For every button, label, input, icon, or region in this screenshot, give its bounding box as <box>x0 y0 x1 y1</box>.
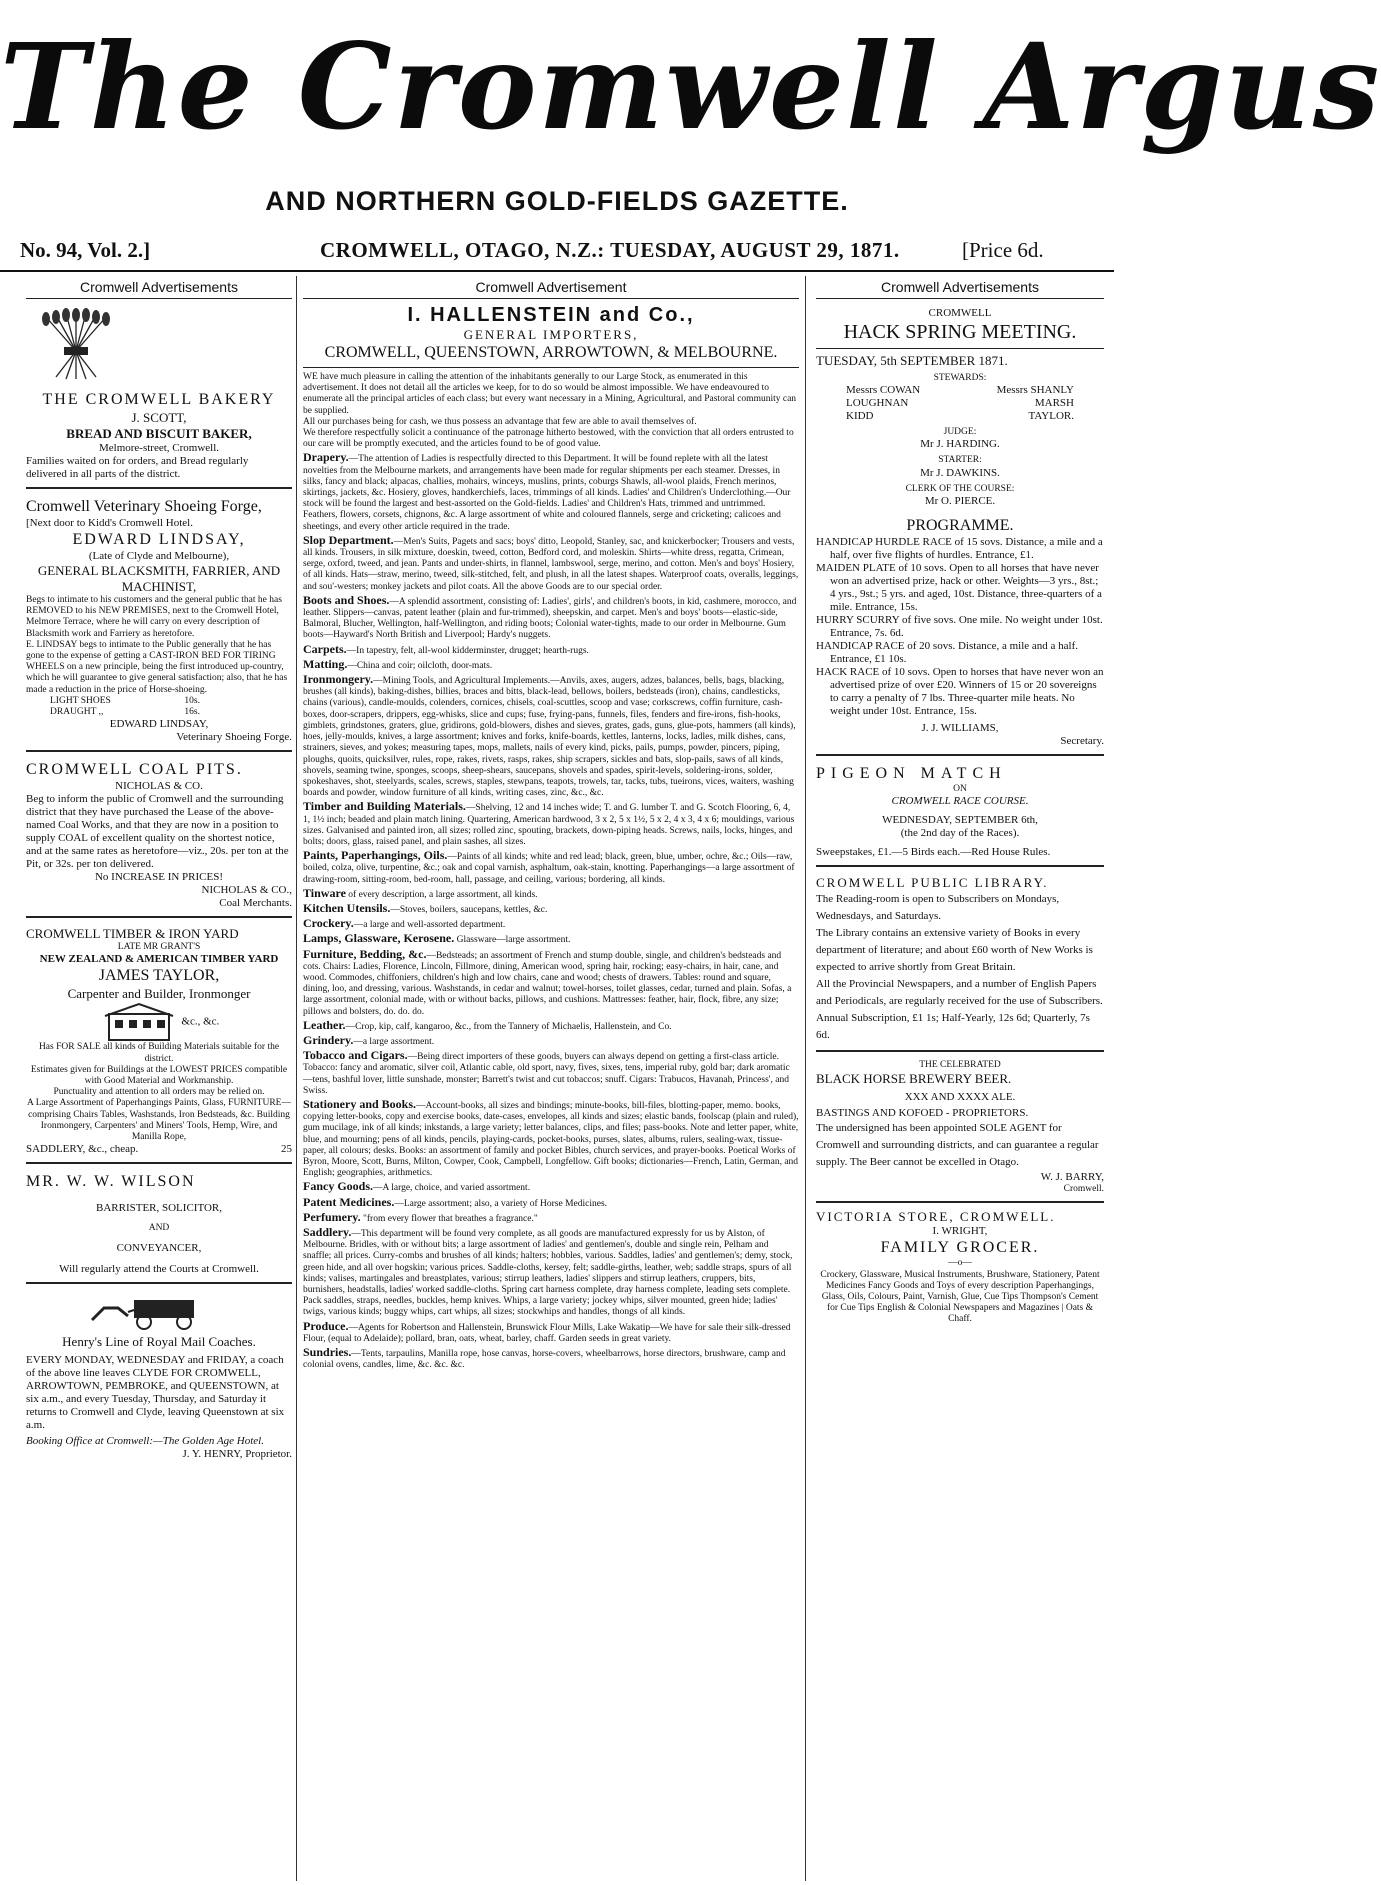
firm-name: I. HALLENSTEIN and Co., <box>407 304 695 326</box>
timber-etc: &c., &c. <box>181 1015 220 1028</box>
beer-title: BLACK HORSE BREWERY BEER. <box>816 1071 1012 1087</box>
pigeon-match-ad <box>816 760 1104 867</box>
race-item: HANDICAP RACE of 20 sovs. Distance, a mile and a half. Entrance, £1 10s. <box>816 639 1079 665</box>
left-column-header: Cromwell Advertisements <box>26 276 292 299</box>
timber-sign-row <box>26 1143 292 1156</box>
price-row: LIGHT SHOES 10s. <box>50 695 200 706</box>
department-name: Sundries. <box>303 1345 352 1360</box>
library-p3: All the Provincial Newspapers, and a number of English Papers and Periodicals, are regularly received for the use of Subscribers. <box>816 978 1103 1008</box>
department-item <box>303 1017 799 1033</box>
department-name: Paints, Paperhangings, Oils. <box>303 848 448 863</box>
race-item: HANDICAP HURDLE RACE of 15 sovs. Distance, a mile and a half, over five flights of hurdles. Entrance, £1. <box>816 535 1103 561</box>
timber-trade: Carpenter and Builder, Ironmonger <box>67 986 251 1002</box>
library-p4: Annual Subscription, £1 1s; Half-Yearly, 12s 6d; Quarterly, 7s 6d. <box>816 1012 1090 1042</box>
coal-body: Beg to inform the public of Cromwell and the surrounding district that they have purchased the Lease of the above-named Coal Works, and that they are now in a position to supply COAL of excellent quality on the shortest notice, and at the same rates as heretofore—viz., 20s. per ton at the Pit, or 32s. per ton delivered. <box>26 793 289 871</box>
victoria-trade: FAMILY GROCER. <box>880 1239 1040 1257</box>
department-list <box>303 452 799 1371</box>
timber-ad <box>26 922 292 1164</box>
department-name: Slop Department. <box>303 532 394 547</box>
forge-title: Cromwell Veterinary Shoeing Forge, <box>26 498 262 515</box>
forge-name: EDWARD LINDSAY, <box>72 531 246 548</box>
timber-body: Has FOR SALE all kinds of Building Materials suitable for the district. <box>38 1042 280 1064</box>
department-name: Timber and Building Materials. <box>303 799 466 814</box>
clerk-label: CLERK OF THE COURSE: <box>905 483 1015 494</box>
left-column <box>26 276 292 1881</box>
firm-subtitle: GENERAL IMPORTERS, <box>463 327 639 342</box>
pigeon-place: CROMWELL RACE COURSE. <box>891 795 1029 808</box>
beer-ad <box>816 1056 1104 1203</box>
beer-sign-2: Cromwell. <box>1063 1184 1104 1195</box>
coal-owner: NICHOLAS & CO. <box>115 780 203 793</box>
department-item <box>303 1227 799 1319</box>
beer-sub: XXX AND XXXX ALE. <box>904 1091 1016 1104</box>
beer-sign: W. J. BARRY, <box>1040 1171 1104 1184</box>
department-name: Matting. <box>303 656 348 671</box>
department-item <box>303 918 799 931</box>
bakery-title: THE CROMWELL BAKERY <box>42 391 276 408</box>
department-text: of every description, a large assortment, all kinds. <box>345 889 538 900</box>
victoria-owner: I. WRIGHT, <box>932 1225 988 1238</box>
department-name: Leather. <box>303 1017 346 1032</box>
beer-celebrated: THE CELEBRATED <box>919 1060 1001 1071</box>
coal-sign-2: Coal Merchants. <box>219 897 292 910</box>
stewards-label: STEWARDS: <box>933 373 987 383</box>
department-text: —Being direct importers of these goods, buyers can always depend on getting a first-class article. Tobacco: fancy and aromatic, silver coil, Atlantic cable, old sport, navy, fives, sixes, tens, imperial ruby, gold bar; dark aromatic—tens, bashful lover, little sunshade, monster; Barrett's twist and cut tobaccos; snuff. Cigars: Trabucos, Havanah, Princess', and Swiss. <box>303 1052 790 1096</box>
issue-number: No. 94, Vol. 2.] <box>20 238 151 262</box>
wilson-line-4: Will regularly attend the Courts at Cromwell. <box>59 1263 259 1276</box>
department-item <box>303 801 799 848</box>
forge-prices <box>26 696 292 718</box>
forge-sign: EDWARD LINDSAY, <box>109 718 209 731</box>
judge-label: JUDGE: <box>943 427 977 438</box>
issue-price: [Price 6d. <box>962 238 1044 262</box>
department-text: —Account-books, all sizes and bindings; minute-books, bill-files, blotting-paper, memo. books, copying letter-books, copy and exercise books, date-cases, envelopes, all kinds and sizes; elastic bands, foolscap (plain and ruled), gum mucilage, ink of all kinds; inkstands, a large variety; letter balances, clips, and files; pass-books. Note and letter paper, white, blue, and mourning; pens of all kinds, pencils, playing-cards, pocket-books, purses, slates, albums, rulers, sealing-wax, tissue-paper, all colours; desks. Books: an assortment of family and pocket Bibles, church services, and prayer-books. Poetical Works of Byron, Moore, Scott, Burns, Milton, Cowper, Cook, Campbell, Longfellow. Gift books; dictionaries—French, Latin, German, and English; geographies, arithmetics. <box>303 1100 799 1179</box>
coal-note: No INCREASE IN PRICES! <box>94 871 224 884</box>
pigeon-date-2: (the 2nd day of the Races). <box>900 827 1020 840</box>
hack-sign-2: Secretary. <box>1060 734 1104 747</box>
department-name: Perfumery. <box>303 1209 361 1224</box>
department-item <box>303 946 799 1018</box>
timber-etc-row <box>26 1002 292 1042</box>
department-name: Saddlery. <box>303 1225 352 1240</box>
right-column <box>812 276 1104 1881</box>
timber-body-4: A Large Assortment of Paperhangings Paints, Glass, FURNITURE—comprising Chairs Tables, Washstands, Iron Bedsteads, &c. Building Ironmongery, Carpenters' and Miners' Tools, Hemp, Wire, and Manilla Rope, <box>27 1098 291 1143</box>
department-text: —The attention of Ladies is respectfully directed to this Department. It will be found replete with all the latest novelties from the Melbourne markets, and arrangements have been made for regular shipments per each steamer. Dresses, in silks, fancy and black; alpacas, challies, mohairs, winceys, muslins, prints, coburgs Shawls, all-wool plaids, French merinos, skirtings, jackets, &c. Hosiery, gloves, handkerchiefs, laces, trimmings of all kinds. Ladies' and Children's Underclothing.—Our stock will be found the largest and best-assorted on the Gold-fields. Ladies' and Children's Hats, trimmed and untrimmed. Feathers, flowers, corsets, chignons, &c. A large assortment of white and coloured flannels, serge and cricketing; calicoes and sheetings, and every other article required in the trade. <box>303 454 791 532</box>
department-item <box>303 674 799 799</box>
stewards-row: KIDD TAYLOR. <box>846 410 1074 423</box>
pigeon-title: PIGEON MATCH <box>816 764 1007 782</box>
pigeon-on: ON <box>953 783 967 794</box>
masthead <box>0 0 1381 220</box>
department-name: Kitchen Utensils. <box>303 900 391 915</box>
department-name: Boots and Shoes. <box>303 592 390 607</box>
department-name: Carpets. <box>303 641 347 656</box>
price-row: DRAUGHT ,, 16s. <box>50 707 200 718</box>
judge-name: Mr J. HARDING. <box>920 438 1000 451</box>
race-item: HACK RACE of 10 sovs. Open to horses that have never won an advertised prize of over £20. Winners of 15 or 20 sovereigns to carry a penalty of 7 lbs. Three-quarter mile heats. No weight under 10st. Entrance, 15s. <box>816 665 1104 717</box>
middle-column <box>296 276 806 1881</box>
timber-num: 25 <box>281 1143 292 1156</box>
department-text: —Mining Tools, and Agricultural Implements.—Anvils, axes, augers, adzes, balances, bells, bags, blacking, brushes (all kinds), baking-dishes, billies, braces and bitts, black-lead, bellows, boilers, bedsteads (iron), chains, candlesticks, chains (various), candle-moulds, colenders, cornices, chisels, coal-scuttles, scoop and vase; corkscrews, coffin furniture, cash-boxes, door-scrapers, drippers, egg-whisks, slice and cups; fuse, frying-pans, funnels, files, fenders and fire-irons, fish-hooks, gimblets, grindstones, graters, glue, gridirons, gold-blowers, dishes and sieves, grates, gads, guns, glue-pots, hammers (all kinds), hoes, jelly-moulds, knives, a large assortment; knives and forks, knife-boards, kettles, lanterns, locks, ladles, milk dishes, cans, strainers, sieves, and yokes; measuring tapes, mops, mallets, nails of every kind, picks, pails, pumps, powder, pincers, piping, ploughs, quoits, quicksilver, rules, rope, rakes, rivets, rasps, rakes, ship scrapers, sickles and bats, slop-pails, saws of all kinds, shovels, seaming twine, sponges, scoops, sheep-shears, saucepans, shovels and spades, spirit-levels, soldering-irons, solder, spokeshaves, shot, steelyards, scales, screws, staples, stewpans, teapots, trowels, tar, tacks, tubs, tueirons, vices, waiters, washing boards and powder, window furniture of all kinds, writing cases, zinc, &c., &c. <box>303 676 796 799</box>
victoria-body: Crockery, Glassware, Musical Instruments, Brushware, Stationery, Patent Medicines Fancy Goods and Toys of every description Paperhangings, Glass, Oils, Colours, Paint, Varnish, Glue, Cue Tips Thompson's Cement for Cue Tips English & Colonial Newspapers and Magazines | Oats & Chaff. <box>820 1269 1100 1325</box>
wilson-line-1: BARRISTER, SOLICITOR, <box>95 1202 222 1215</box>
hack-place: CROMWELL <box>928 307 992 319</box>
department-text: —China and coir; oilcloth, door-mats. <box>347 660 493 671</box>
starter-label: STARTER: <box>938 455 982 466</box>
pigeon-body: Sweepstakes, £1.—5 Birds each.—Red House Rules. <box>816 846 1051 859</box>
newspaper-title: The Cromwell Argus <box>0 17 1381 156</box>
department-item <box>303 900 799 916</box>
department-text: —Paints of all kinds; white and red lead; black, green, blue, umber, ochre, &c.; Oils—raw, boiled, colza, olive, turpentine, &c.; oak and copal varnish, asphaltum, oak-stain, knotting. Paperhangings—a large assortment of drawing-room, sitting-room, bed-room, hall, passage, and ceiling, various; bordering, all kinds. <box>303 852 795 885</box>
department-name: Drapery. <box>303 450 349 465</box>
department-text: Glassware—large assortment. <box>454 935 571 946</box>
library-p2: The Library contains an extensive variety of Books in every department of literature; and about £60 worth of New Works is expected to arrive shortly from Great Britain. <box>816 927 1093 974</box>
dateline <box>0 232 1114 272</box>
department-text: —This department will be found very complete, as all goods are manufactured expressly for us by Alston, of Melbourne. Bridles, with or without bits; a large assortment of ladies' and gentlemen's, double and single rein, Pelham and snaffle; all prices. Curry-combs and brushes of all kinds; halters; hobbles, various. Saddles, ladies' and gentlemen's; demy, stock, green hide, and all over hogskin; various prices. Saddle-cloths, kersey, felt; saddle-girths, leather, web; saddle straps, spurs of all kinds; valises, martingales and breastplates, various; stirrup leathers, ladies' slippers and stirrup leathers, cruppers, bits, burnishers, headstalls, ladies' worked saddle-cloths. Spring cart harness complete, dray harness complete, leading sets complete. Pack saddles, straps, needles, buckles, hemp knives. Whips, a large variety; jockey whips, silver mounted, green hide; ladies' twigs, various kinds; buggy whips, cart whips, all sizes; stockwhips and handles, thongs of all kinds. <box>303 1229 793 1318</box>
beer-firm: BASTINGS AND KOFOED - PROPRIETORS. <box>816 1107 1029 1120</box>
department-item <box>303 592 799 642</box>
forge-location: [Next door to Kidd's Cromwell Hotel. <box>26 517 193 529</box>
coal-ad <box>26 756 292 918</box>
department-text: —Stoves, boilers, saucepans, kettles, &c. <box>390 904 548 915</box>
timber-late: LATE MR GRANT'S <box>117 942 201 953</box>
intro-paragraph-3: We therefore respectfully solicit a continuance of the patronage hitherto bestowed, with the conviction that all orders entrusted to our care will be promptly executed, and the articles found to be of good value. <box>303 428 794 450</box>
hack-title: HACK SPRING MEETING. <box>843 321 1077 343</box>
department-text: —A large, choice, and varied assortment. <box>373 1183 531 1194</box>
timber-title: CROMWELL TIMBER & IRON YARD <box>26 926 239 942</box>
department-item <box>303 641 799 657</box>
coaches-title: Henry's Line of Royal Mail Coaches. <box>62 1334 256 1350</box>
race-item: MAIDEN PLATE of 10 sovs. Open to all horses that have never won an advertised prize, hack or other. Weights—3 yrs., 8st.; 4 yrs., 9st.; 5 yrs. and aged, 10st. Distance, three-quarters of a mile. Entrance, 15s. <box>816 561 1102 613</box>
coaches-office: Booking Office at Cromwell:—The Golden Age Hotel. <box>26 1435 264 1448</box>
department-name: Ironmongery. <box>303 672 374 687</box>
department-name: Tinware <box>303 885 346 900</box>
department-name: Grindery. <box>303 1032 354 1047</box>
coaches-sign: J. Y. HENRY, Proprietor. <box>182 1448 292 1461</box>
victoria-sep: —o— <box>948 1258 972 1269</box>
department-name: Stationery and Books. <box>303 1096 417 1111</box>
department-name: Crockery. <box>303 916 354 931</box>
bakery-address: Melmore-street, Cromwell. <box>98 442 220 454</box>
forge-body-2: E. LINDSAY begs to intimate to the Public generally that he has gone to the expense of getting a CAST-IRON BED FOR TIRING WHEELS on a new principle, being the first introduced up-country, which he will guarantee to give general satisfaction; also, that he has made a reduction in the price of Horse-shoeing. <box>26 639 288 695</box>
department-item <box>303 1318 799 1345</box>
department-text: —In tapestry, felt, all-wool kidderminster, drugget; hearth-rugs. <box>346 645 589 656</box>
department-item <box>303 1209 799 1225</box>
race-item: HURRY SCURRY of five sovs. One mile. No weight under 10st. Entrance, 7s. 6d. <box>816 613 1103 639</box>
timber-name: JAMES TAYLOR, <box>98 967 220 985</box>
wilson-line-2: AND <box>148 1223 170 1234</box>
department-text: —Agents for Robertson and Hallenstein, Brunswick Flour Mills, Lake Wakatip—We have for sale their silk-dressed Flour, (equal to Adelaide); pollard, bran, oats, wheat, barley, chaff. Garden seeds in great variety. <box>303 1322 791 1344</box>
stewards-row: LOUGHNAN MARSH <box>846 397 1074 410</box>
coal-title: CROMWELL COAL PITS. <box>26 761 243 779</box>
department-item <box>303 1096 799 1179</box>
department-text: —a large and well-assorted department. <box>353 920 506 931</box>
firm-places: CROMWELL, QUEENSTOWN, ARROWTOWN, & MELBOURNE. <box>303 343 799 368</box>
wilson-title: MR. W. W. WILSON <box>26 1173 196 1191</box>
forge-sign-2: Veterinary Shoeing Forge. <box>176 731 292 744</box>
wheat-sheaf-icon <box>26 311 126 381</box>
department-text: —Crop, kip, calf, kangaroo, &c., from the Tannery of Michaelis, Hallenstein, and Co. <box>345 1021 672 1032</box>
beer-body: The undersigned has been appointed SOLE AGENT for Cromwell and surrounding districts, and can guarantee a regular supply. The Beer cannot be excelled in Otago. <box>816 1122 1099 1169</box>
coaches-ad <box>26 1288 292 1461</box>
department-text: —Bedsteads; an assortment of French and stump double, single, and children's bedsteads and cots. Chairs: Ladies, Florence, Lincoln, Fillmore, dining, American wood, spring hair, rocking; easy-chairs, in hair, cane, and wood. Commodes, chiffoniers, children's high and low chairs, cane and wood; chests of drawers. Tables: round and square, dining, loo, and dressing, various. Washstands, in cedar and walnut; towel-horses, toilet glasses, cedar, turned and plain. Sofas, a large assortment, colonial made, with or without backs, pillows, and cushions. Mattresses: feather, hair, flock, fibre, any size; pillows and bolsters, do. do. do. <box>303 950 792 1017</box>
bakery-owner: J. SCOTT, <box>131 410 187 425</box>
bakery-ad <box>26 303 292 489</box>
department-text: —Shelving, 12 and 14 inches wide; T. and G. lumber T. and G. Scotch Flooring, 6, 4, 1, 1½ inch; beaded and plain match lining. Quartering, American hardwood, 3 x 2, 5 x 1½, 5 x 2, 4 x 3, 4 x 6; mouldings, various sizes. Galvanised and painted iron, all sizes; rolled zinc, spouting, brackets, down-piping heads. Screws, nails, locks, hinges, and bolts; doors, glass, raised panel, and plain sashes, all sizes. <box>303 803 795 847</box>
timber-sub: NEW ZEALAND & AMERICAN TIMBER YARD <box>39 953 279 966</box>
wilson-ad <box>26 1168 292 1284</box>
department-item <box>303 885 799 901</box>
mail-coach-icon <box>84 1294 234 1330</box>
forge-body: Begs to intimate to his customers and the general public that he has REMOVED to his NEW PREMISES, next to the Cromwell Hotel, Melmore Terrace, where he will carry on every description of Blacksmith work and Farriery as heretofore. <box>26 595 282 639</box>
department-item <box>303 1032 799 1048</box>
department-text: —a large assortment. <box>353 1036 435 1047</box>
department-item <box>303 452 799 532</box>
library-p1: The Reading-room is open to Subscribers on Mondays, Wednesdays, and Saturdays. <box>816 893 1060 923</box>
stewards-row: Messrs COWAN Messrs SHANLY <box>846 384 1074 397</box>
department-item <box>303 1050 799 1097</box>
timber-body-2: Estimates given for Buildings at the LOWEST PRICES compatible with Good Material and Workmanship. <box>30 1064 288 1087</box>
department-text: —Large assortment; also, a variety of Horse Medicines. <box>394 1198 608 1209</box>
right-column-header: Cromwell Advertisements <box>816 276 1104 299</box>
programme-heading: PROGRAMME. <box>906 516 1014 534</box>
department-item <box>303 1347 799 1371</box>
department-item <box>303 933 799 946</box>
intro-paragraph-1: WE have much pleasure in calling the attention of the inhabitants generally to our Large Stock, as enumerated in this advertisement. It does not detail all the articles we keep, for to do so would be almost impossible. We have endeavoured to enumerate all the principal articles of each class; but every want necessary in a Mining, Agricultural, and Pastoral community can be supplied. <box>303 372 797 416</box>
department-name: Fancy Goods. <box>303 1179 374 1194</box>
department-name: Patent Medicines. <box>303 1194 395 1209</box>
bakery-trade: BREAD AND BISCUIT BAKER, <box>66 426 252 441</box>
clerk-name: Mr O. PIERCE. <box>924 494 996 507</box>
issue-date: CROMWELL, OTAGO, N.Z.: TUESDAY, AUGUST 29, 1871. <box>320 238 900 262</box>
hack-meeting-ad <box>816 303 1104 756</box>
wilson-line-3: CONVEYANCER, <box>116 1242 202 1255</box>
victoria-title: VICTORIA STORE, CROMWELL. <box>816 1209 1056 1225</box>
newspaper-subtitle: AND NORTHERN GOLD-FIELDS GAZETTE. <box>265 186 849 216</box>
forge-ad <box>26 493 292 752</box>
coaches-body: EVERY MONDAY, WEDNESDAY and FRIDAY, a coach of the above line leaves CLYDE FOR CROMWELL, ARROWTOWN, PEMBROKE, and QUEENSTOWN, at six a.m., and every Tuesday, Thursday, and Saturday it returns to Cromwell and Clyde, leaving Queenstown at six a.m. <box>26 1354 285 1432</box>
hack-sign: J. J. WILLIAMS, <box>921 721 999 734</box>
library-title: CROMWELL PUBLIC LIBRARY. <box>816 875 1049 891</box>
forge-trade: GENERAL BLACKSMITH, FARRIER, AND MACHINIST, <box>37 563 281 594</box>
coal-sign: NICHOLAS & CO., <box>201 884 292 897</box>
intro-paragraph-2: All our purchases being for cash, we thus possess an advantage that few are able to avail themselves of. <box>303 416 697 427</box>
hack-date: TUESDAY, 5th SEPTEMBER 1871. <box>816 348 1104 369</box>
department-name: Lamps, Glassware, Kerosene. <box>303 931 455 946</box>
department-item <box>303 850 799 886</box>
library-ad <box>816 871 1104 1052</box>
department-text: —Tents, tarpaulins, Manilla rope, hose canvas, horse-covers, wheelbarrows, horse directors, brushware, camp and colonial ovens, candles, lime, &c. &c. &c. <box>303 1349 786 1371</box>
department-text: —Men's Suits, Pagets and sacs; boys' ditto, Leopold, Stanley, sac, and knickerbocker; Trousers and vests, all kinds. Trousers, in silk mixture, doeskin, tweed, cotton, Bedford cord, and moleskin. Shirts—white dress, regatta, Crimean, serge, oxford, tweed, and jean. Pants and under-shirts, in flannel, lambswool, serge, merino, and cotton. Men's and boys' Hosiery, of all kinds. Hats—straw, merino, tweed, silk-stitched, felt, and plush, in all the latest shapes. Waterproof coats, overalls, leggings, and sou'-westers; monkey jackets and pilot coats. All the above Goods are to our special order. <box>303 536 799 592</box>
department-text: —A splendid assortment, consisting of: Ladies', girls', and children's boots, in kid, cashmere, morocco, and leather. Slippers—canvas, patent leather (plain and fur-trimmed), sheepskin, and carpet. Men's and boys' boots—elastic-side, Balmoral, Blucher, Wellington, half-Wellington, and riding boots; Colonial water-tights, made to our order in Melbourne. Gum boots—Hayward's North British and Liverpool; Hardy's nuggets. <box>303 596 797 641</box>
stewards-list <box>816 384 1104 423</box>
middle-column-header: Cromwell Advertisement <box>303 276 799 299</box>
department-item <box>303 1194 799 1210</box>
department-item <box>303 1181 799 1194</box>
pigeon-date: WEDNESDAY, SEPTEMBER 6th, <box>882 814 1038 827</box>
victoria-store-ad <box>816 1207 1104 1325</box>
department-name: Furniture, Bedding, &c. <box>303 946 427 961</box>
department-item <box>303 656 799 672</box>
timber-body-3: Punctuality and attention to all orders may be relied on. <box>53 1087 265 1098</box>
bakery-note: Families waited on for orders, and Bread regularly delivered in all parts of the district. <box>26 455 249 480</box>
department-name: Produce. <box>303 1318 349 1333</box>
starter-name: Mr J. DAWKINS. <box>920 466 1000 479</box>
timber-sign: SADDLERY, &c., cheap. <box>26 1143 139 1156</box>
department-text: "from every flower that breathes a fragrance." <box>360 1213 538 1224</box>
forge-late: (Late of Clyde and Melbourne), <box>88 550 230 562</box>
department-name: Tobacco and Cigars. <box>303 1048 408 1063</box>
building-icon <box>99 1002 179 1042</box>
department-item <box>303 532 799 593</box>
